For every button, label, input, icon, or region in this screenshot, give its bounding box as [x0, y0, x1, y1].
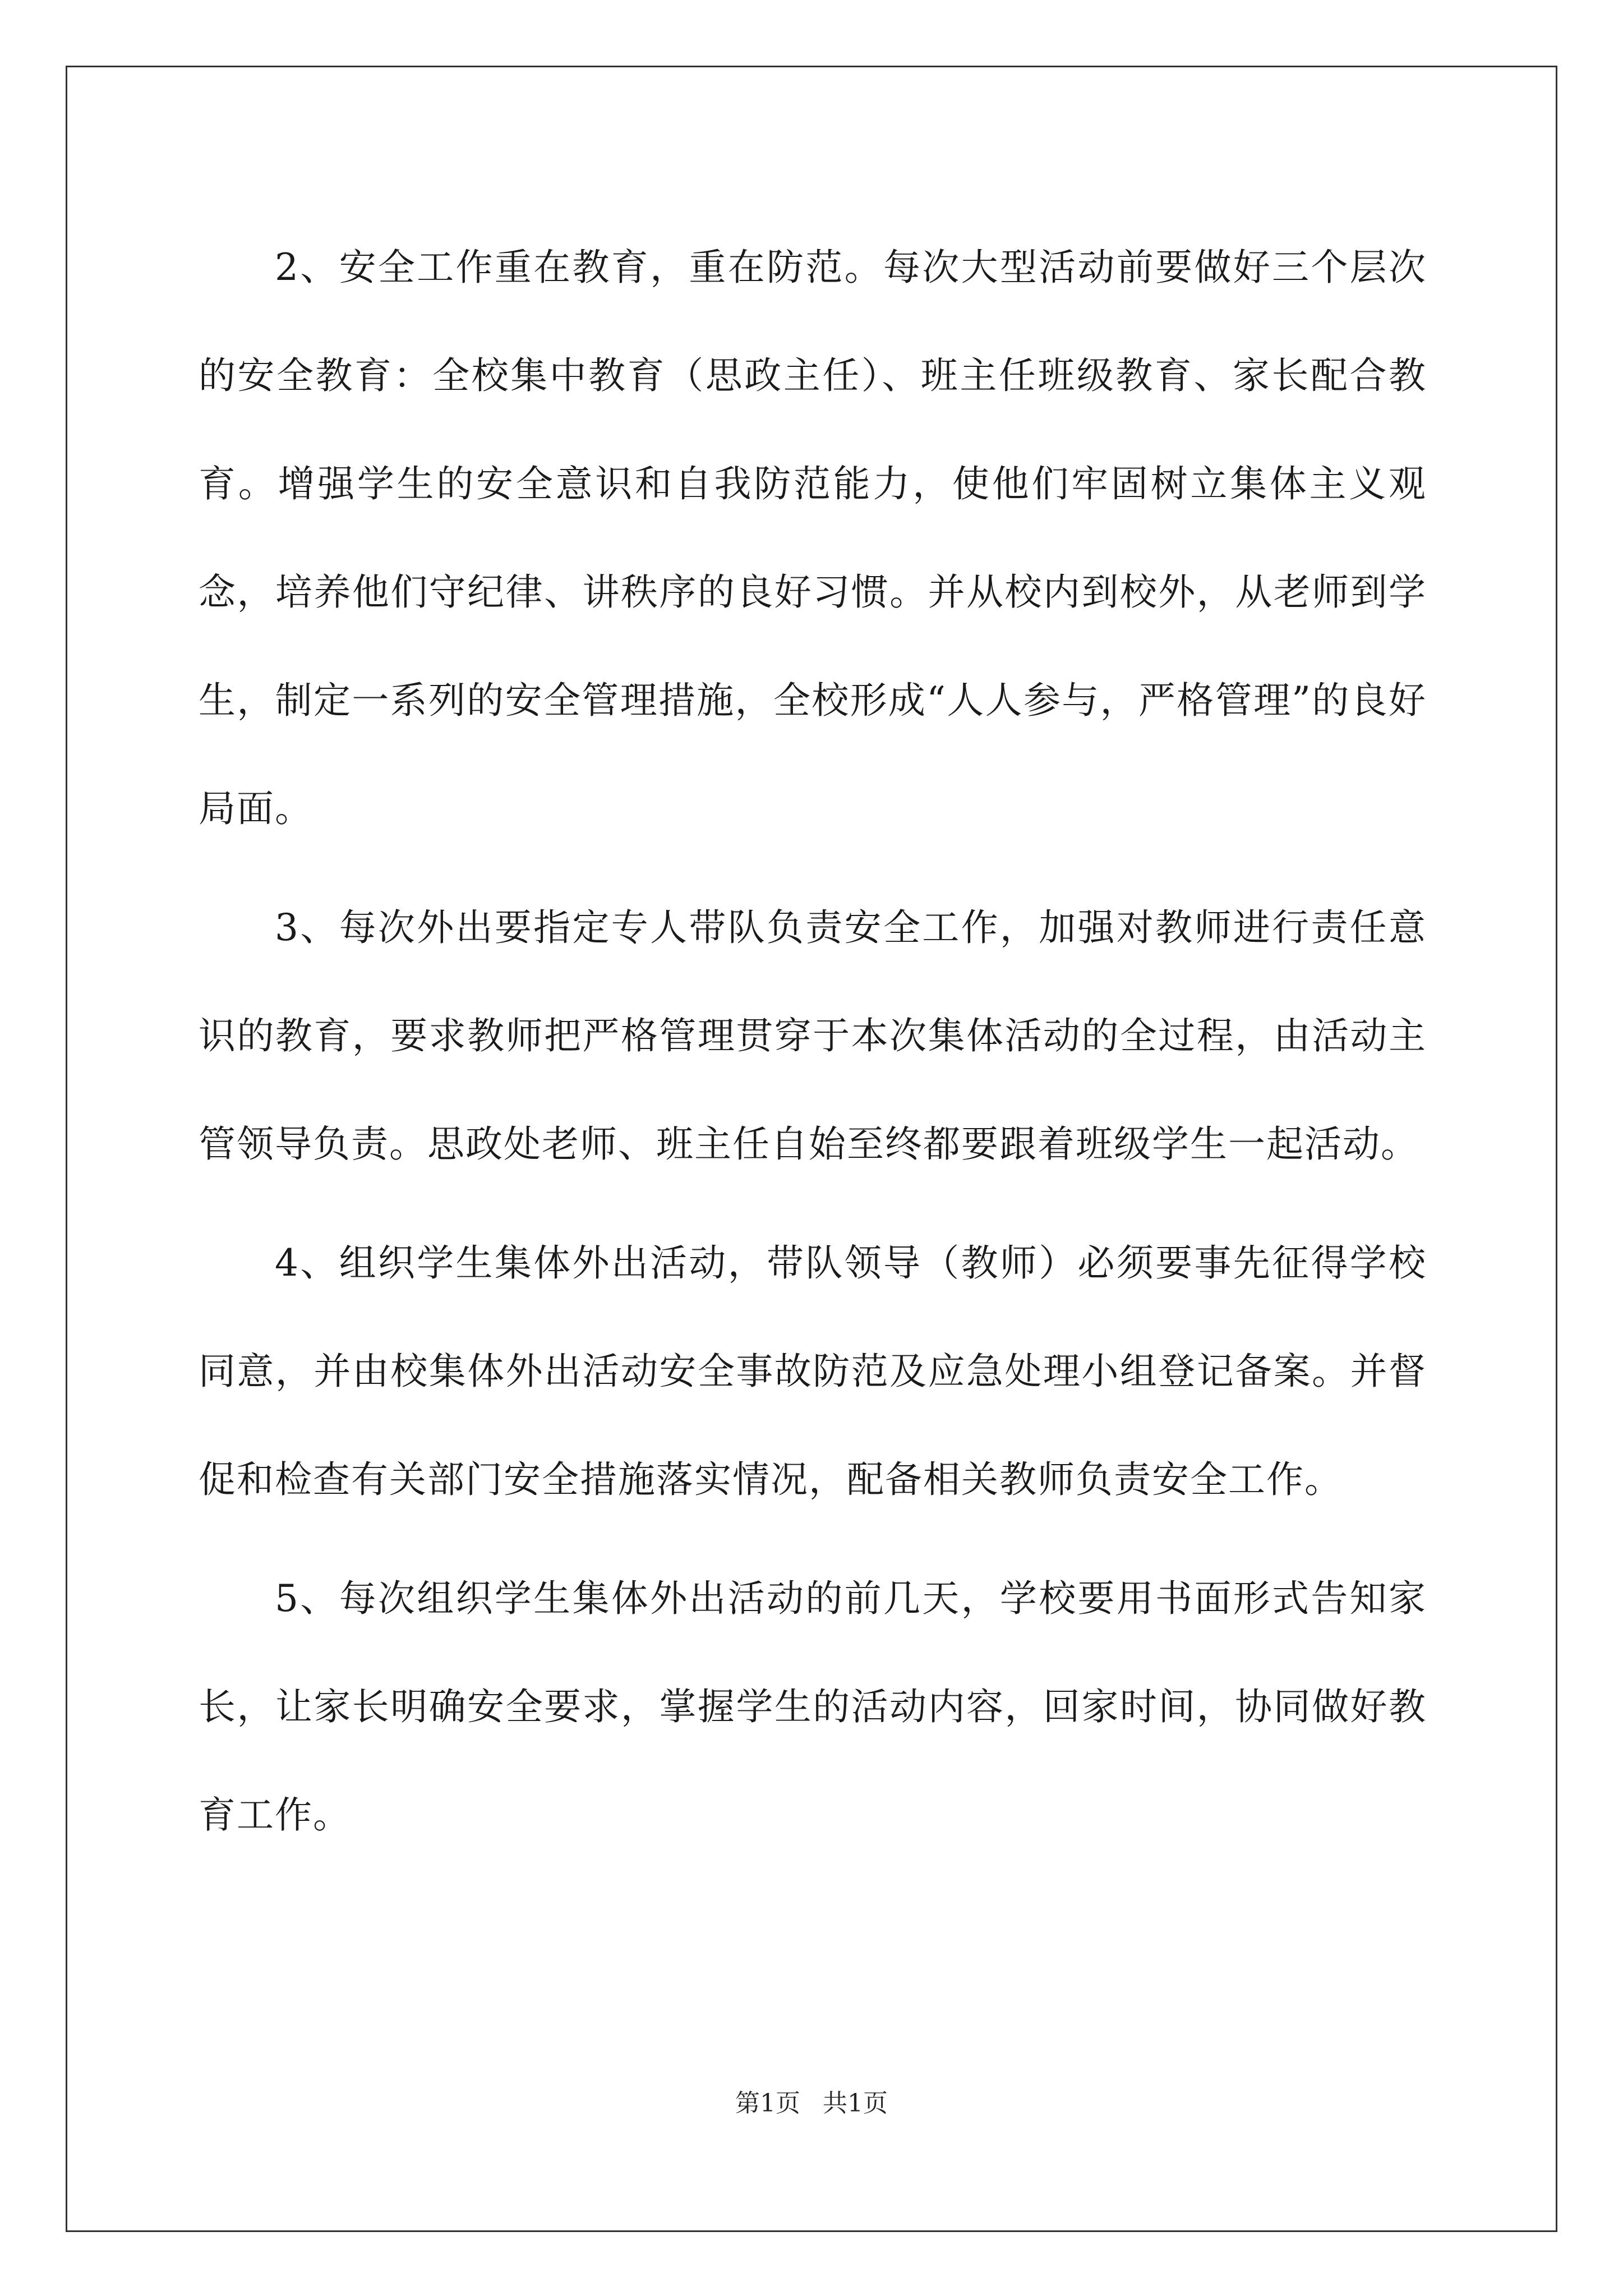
page-total: 共1页 [823, 2089, 888, 2118]
page-footer [0, 2087, 1623, 2120]
page-number: 第1页 [735, 2089, 800, 2118]
paragraph-2: 2、安全工作重在教育，重在防范。每次大型活动前要做好三个层次的安全教育：全校集中教育（思政主任）、班主任班级教育、家长配合教育。增强学生的安全意识和自我防范能力，使他们牢固树立集体主义观念，培养他们守纪律、讲秩序的良好习惯。并从校内到校外，从老师到学生，制定一系列的安全管理措施，全校形成“人人参与，严格管理”的良好局面。 [199, 246, 1427, 830]
paragraph-5: 5、每次组织学生集体外出活动的前几天，学校要用书面形式告知家长，让家长明确安全要求，掌握学生的活动内容，回家时间，协同做好教育工作。 [199, 1577, 1427, 1837]
paragraph-3: 3、每次外出要指定专人带队负责安全工作，加强对教师进行责任意识的教育，要求教师把严格管理贯穿于本次集体活动的全过程，由活动主管领导负责。思政处老师、班主任自始至终都要跟着班级学生一起活动。 [199, 906, 1427, 1166]
paragraph-4: 4、组织学生集体外出活动，带队领导（教师）必须要事先征得学校同意，并由校集体外出活动安全事故防范及应急处理小组登记备案。并督促和检查有关部门安全措施落实情况，配备相关教师负责安全工作。 [199, 1241, 1427, 1501]
document-body [199, 213, 1427, 1880]
